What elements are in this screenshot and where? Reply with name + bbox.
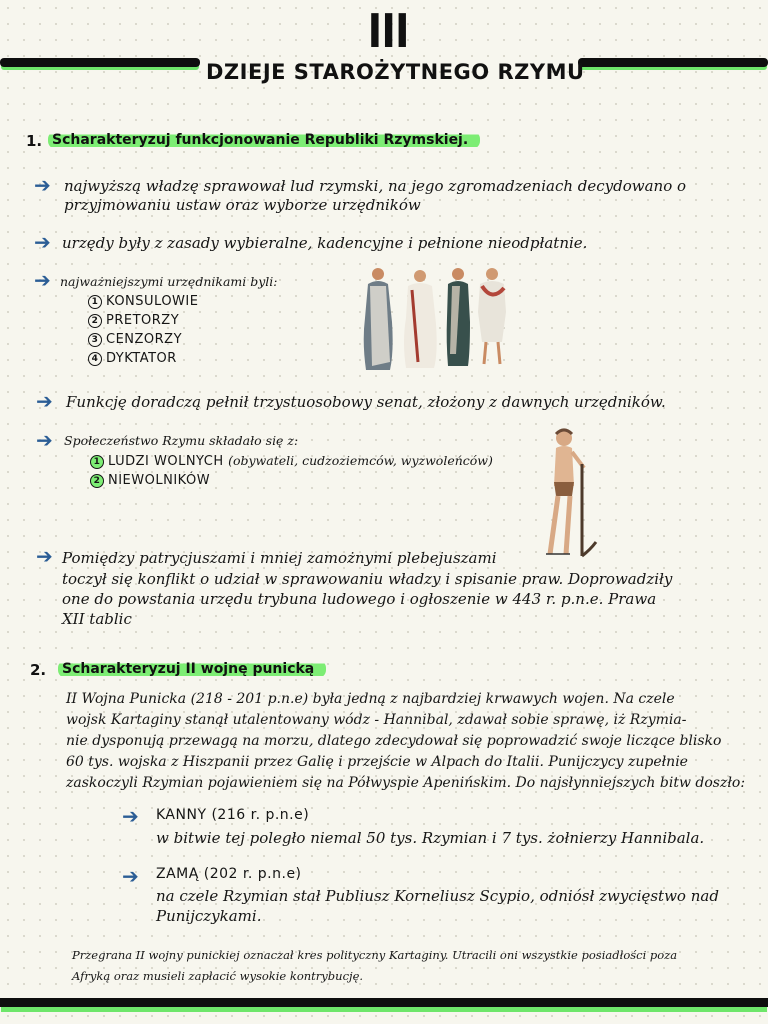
- footer-rule: [0, 998, 768, 1007]
- slave-illustration: [526, 424, 602, 564]
- arrow-icon: ➔: [122, 804, 139, 828]
- arrow-icon: ➔: [36, 544, 53, 568]
- official-item: 1 KONSULOWIE: [88, 292, 198, 311]
- question-1-title: Scharakteryzuj funkcjonowanie Republiki Rzymskiej.: [48, 131, 480, 149]
- note-sovereignty-line1: najwyższą władzę sprawował lud rzymski, na jego zgromadzeniach decydowano o: [64, 177, 687, 195]
- note-society-intro: Społeczeństwo Rzymu składało się z:: [64, 433, 299, 448]
- official-item: 4 DYKTATOR: [88, 349, 198, 368]
- battle-cannae-text: w bitwie tej poległo niemal 50 tys. Rzymian i 7 tys. żołnierzy Hannibala.: [156, 829, 705, 847]
- official-item: 3 CENZORZY: [88, 330, 198, 349]
- arrow-icon: ➔: [34, 173, 51, 197]
- number-badge-icon: 4: [88, 352, 102, 366]
- arrow-icon: ➔: [36, 428, 53, 452]
- arrow-icon: ➔: [34, 230, 51, 254]
- conclusion-line2: Afryką oraz musieli zapłacić wysokie kontrybucję.: [72, 969, 364, 983]
- header-rule-left: [0, 58, 200, 67]
- number-badge-icon: 3: [88, 333, 102, 347]
- conclusion-line1: Przegrana II wojny punickiej oznaczał kres polityczny Kartaginy. Utracili oni wszystkie posiadłości poza: [72, 948, 678, 962]
- note-conflict-line4: XII tablic: [62, 610, 132, 628]
- number-badge-icon: 2: [90, 474, 104, 488]
- punic-war-paragraph: II Wojna Punicka (218 - 201 p.n.e) była jedną z najbardziej krwawych wojen. Na czele wojsk Kartaginy stanął utalentowany wódz - Hannibal, zdawał sobie sprawę, iż Rzymia- nie dysponują przewagą na morzu, dlatego zdecydował się poprowadzić swoje liczące blisko 60 tys. wojska z Hiszpanii przez Galię i przejście w Alpach do Italii. Punijczycy zupełnie zaskoczyli Rzymian pojawieniem się na Półwyspie Apenińskim. Do najsłynniejszych bitw doszło:: [66, 691, 746, 791]
- society-item-free: 1 LUDZI WOLNYCH (obywateli, cudzoziemców, wyzwoleńców): [90, 451, 493, 471]
- chapter-number: III: [367, 4, 409, 58]
- battle-cannae-title: KANNY (216 r. p.n.e): [156, 807, 310, 823]
- official-item: 2 PRETORZY: [88, 311, 198, 330]
- note-officials-intro: najważniejszymi urzędnikami byli:: [60, 274, 278, 289]
- roman-officials-illustration: [356, 262, 516, 374]
- battle-zama-line2: Punijczykami.: [156, 907, 262, 925]
- number-badge-icon: 2: [88, 314, 102, 328]
- arrow-icon: ➔: [36, 389, 53, 413]
- note-conflict-line3: one do powstania urzędu trybuna ludowego i ogłoszenie w 443 r. p.n.e. Prawa: [62, 590, 657, 608]
- header-rule-right: [578, 58, 768, 67]
- note-conflict-line1: Pomiędzy patrycjuszami i mniej zamożnymi plebejuszami: [62, 549, 497, 567]
- note-senate: Funkcję doradczą pełnił trzystuosobowy senat, złożony z dawnych urzędników.: [66, 393, 666, 411]
- number-badge-icon: 1: [90, 455, 104, 469]
- note-conflict-line2: toczył się konflikt o udział w sprawowaniu władzy i spisanie praw. Doprowadziły: [62, 570, 673, 588]
- note-sovereignty-line2: przyjmowaniu ustaw oraz wyborze urzędników: [64, 196, 421, 214]
- arrow-icon: ➔: [34, 268, 51, 292]
- arrow-icon: ➔: [122, 864, 139, 888]
- question-2-title: Scharakteryzuj II wojnę punicką: [58, 660, 326, 678]
- note-offices: urzędy były z zasady wybieralne, kadencyjne i pełnione nieodpłatnie.: [62, 234, 588, 252]
- officials-list: [88, 292, 198, 368]
- society-item-slaves: 2 NIEWOLNIKÓW: [90, 471, 210, 489]
- question-2-number: 2.: [30, 661, 47, 679]
- battle-zama-line1: na czele Rzymian stał Publiusz Korneliusz Scypio, odniósł zwycięstwo nad: [156, 887, 719, 905]
- question-1-number: 1.: [26, 132, 43, 150]
- number-badge-icon: 1: [88, 295, 102, 309]
- battle-zama-title: ZAMĄ (202 r. p.n.e): [156, 866, 302, 882]
- page-title: DZIEJE STAROŻYTNEGO RZYMU: [206, 60, 585, 84]
